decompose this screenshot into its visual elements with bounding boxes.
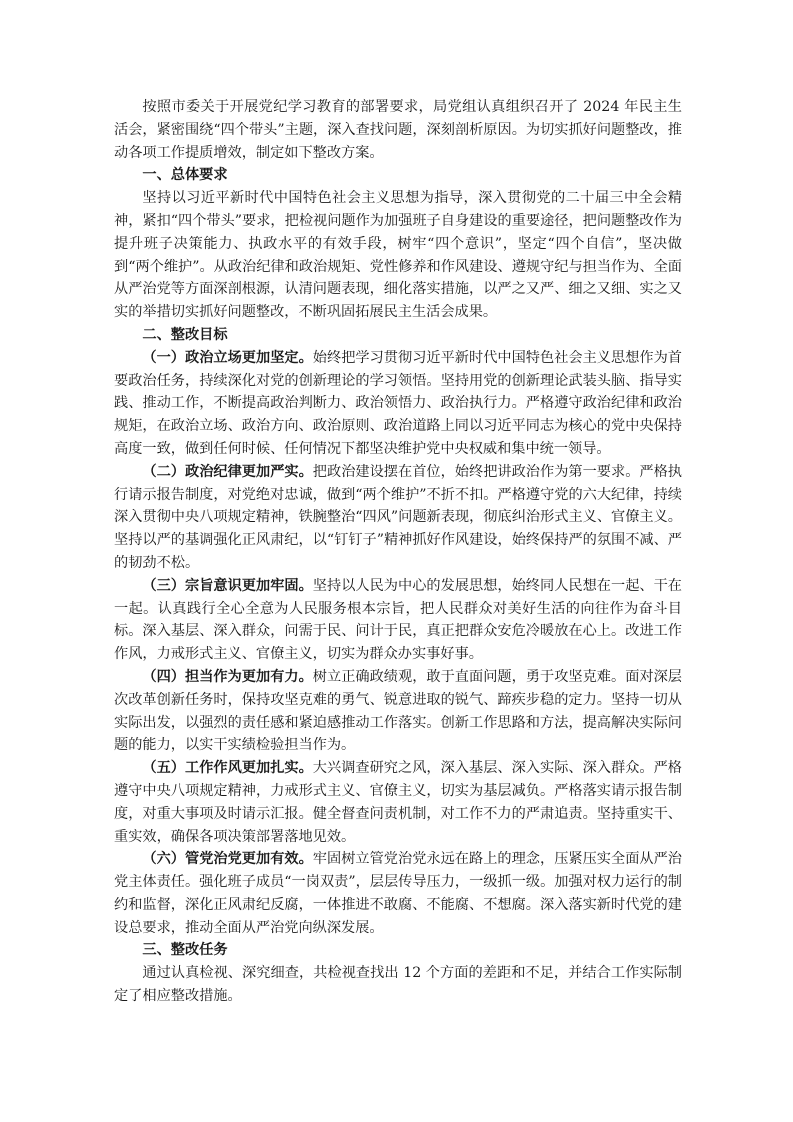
section-heading-general-requirements: 一、总体要求 bbox=[142, 167, 228, 184]
goal-text: 大兴调查研究之风，深入基层、深入实际、深入群众。严格遵守中央八项规定精神，力戒形式主义、官僚主义，切实为基层减负。严格落实请示报告制度，对重大事项及时请示汇报。健全督查问责机制，对工作不力的严肃追责。坚持重实干、重实效，确保各项决策部署落地见效。 bbox=[114, 760, 682, 845]
section-heading-rectification-tasks: 三、整改任务 bbox=[142, 942, 228, 959]
goal-lead: （六）管党治党更加有效。 bbox=[142, 851, 313, 868]
goal-text: 把政治建设摆在首位，始终把讲政治作为第一要求。严格执行请示报告制度，对党绝对忠诚，做到“两个维护”不折不扣。严格遵守党的六大纪律，持续深入贯彻中央八项规定精神，铁腕整治“四风”问题新表现，彻底纠治形式主义、官僚主义。坚持以严的基调强化正风肃纪，以“钉钉子”精神抓好作风建设，始终保持严的氛围不减、严的韧劲不松。 bbox=[114, 463, 682, 571]
goal-text: 牢固树立管党治党永远在路上的理念，压紧压实全面从严治党主体责任。强化班子成员“一岗双责”，层层传导压力，一级抓一级。加强对权力运行的制约和监督，深化正风肃纪反腐，一体推进不敢腐、不能腐、不想腐。深入落实新时代党的建设总要求，推动全面从严治党向纵深发展。 bbox=[114, 851, 682, 936]
goal-lead: （五）工作作风更加扎实。 bbox=[142, 760, 313, 777]
goal-text: 坚持以人民为中心的发展思想，始终同人民想在一起、干在一起。认真践行全心全意为人民服务根本宗旨，把人民群众对美好生活的向往作为奋斗目标。深入基层、深入群众，问需于民、问计于民，真正把群众安危冷暖放在心上。改进工作作风，力戒形式主义、官僚主义，切实为群众办实事好事。 bbox=[114, 577, 682, 663]
goal-lead: （四）担当作为更加有力。 bbox=[142, 668, 313, 685]
intro-paragraph: 按照市委关于开展党纪学习教育的部署要求，局党组认真组织召开了 2024 年民主生活会，紧密围绕“四个带头”主题，深入查找问题，深刻剖析原因。为切实抓好问题整改，推动各项工作提质增效，制定如下整改方案。 bbox=[114, 99, 682, 161]
goal-paragraph-5 bbox=[114, 757, 682, 848]
goal-text: 树立正确政绩观，敢于直面问题，勇于攻坚克难。面对深层次改革创新任务时，保持攻坚克难的勇气、锐意进取的锐气、蹄疾步稳的定力。坚持一切从实际出发，以强烈的责任感和紧迫感推动工作落实。创新工作思路和方法，提高解决实际问题的能力，以实干实绩检验担当作为。 bbox=[114, 668, 682, 754]
goal-paragraph-1 bbox=[114, 347, 682, 461]
goal-paragraph-3 bbox=[114, 575, 682, 666]
goal-paragraph-2 bbox=[114, 461, 682, 575]
section-heading-rectification-goals: 二、整改目标 bbox=[142, 326, 228, 343]
document-page bbox=[114, 96, 682, 1008]
goal-paragraph-4 bbox=[114, 666, 682, 757]
goal-lead: （一）政治立场更加坚定。 bbox=[142, 349, 313, 366]
goal-lead: （二）政治纪律更加严实。 bbox=[142, 463, 313, 480]
general-requirements-paragraph: 坚持以习近平新时代中国特色社会主义思想为指导，深入贯彻党的二十届三中全会精神，紧扣“四个带头”要求，把检视问题作为加强班子自身建设的重要途径，把问题整改作为提升班子决策能力、执政水平的有效手段，树牢“四个意识”，坚定“四个自信”，坚决做到“两个维护”。从政治纪律和政治规矩、党性修养和作风建设、遵规守纪与担当作为、全面从严治党等方面深剖根源，认清问题表现，细化落实措施，以严之又严、细之又细、实之又实的举措切实抓好问题整改，不断巩固拓展民主生活会成果。 bbox=[114, 190, 682, 321]
goal-lead: （三）宗旨意识更加牢固。 bbox=[142, 577, 313, 594]
goal-paragraph-6 bbox=[114, 848, 682, 939]
rectification-tasks-paragraph: 通过认真检视、深究细查，共检视查找出 12 个方面的差距和不足，并结合工作实际制定了相应整改措施。 bbox=[114, 965, 682, 1005]
goal-text: 始终把学习贯彻习近平新时代中国特色社会主义思想作为首要政治任务，持续深化对党的创新理论的学习领悟。坚持用党的创新理论武装头脑、指导实践、推动工作，不断提高政治判断力、政治领悟力、政治执行力。严格遵守政治纪律和政治规矩，在政治立场、政治方向、政治原则、政治道路上同以习近平同志为核心的党中央保持高度一致，做到任何时候、任何情况下都坚决维护党中央权威和集中统一领导。 bbox=[114, 349, 682, 457]
